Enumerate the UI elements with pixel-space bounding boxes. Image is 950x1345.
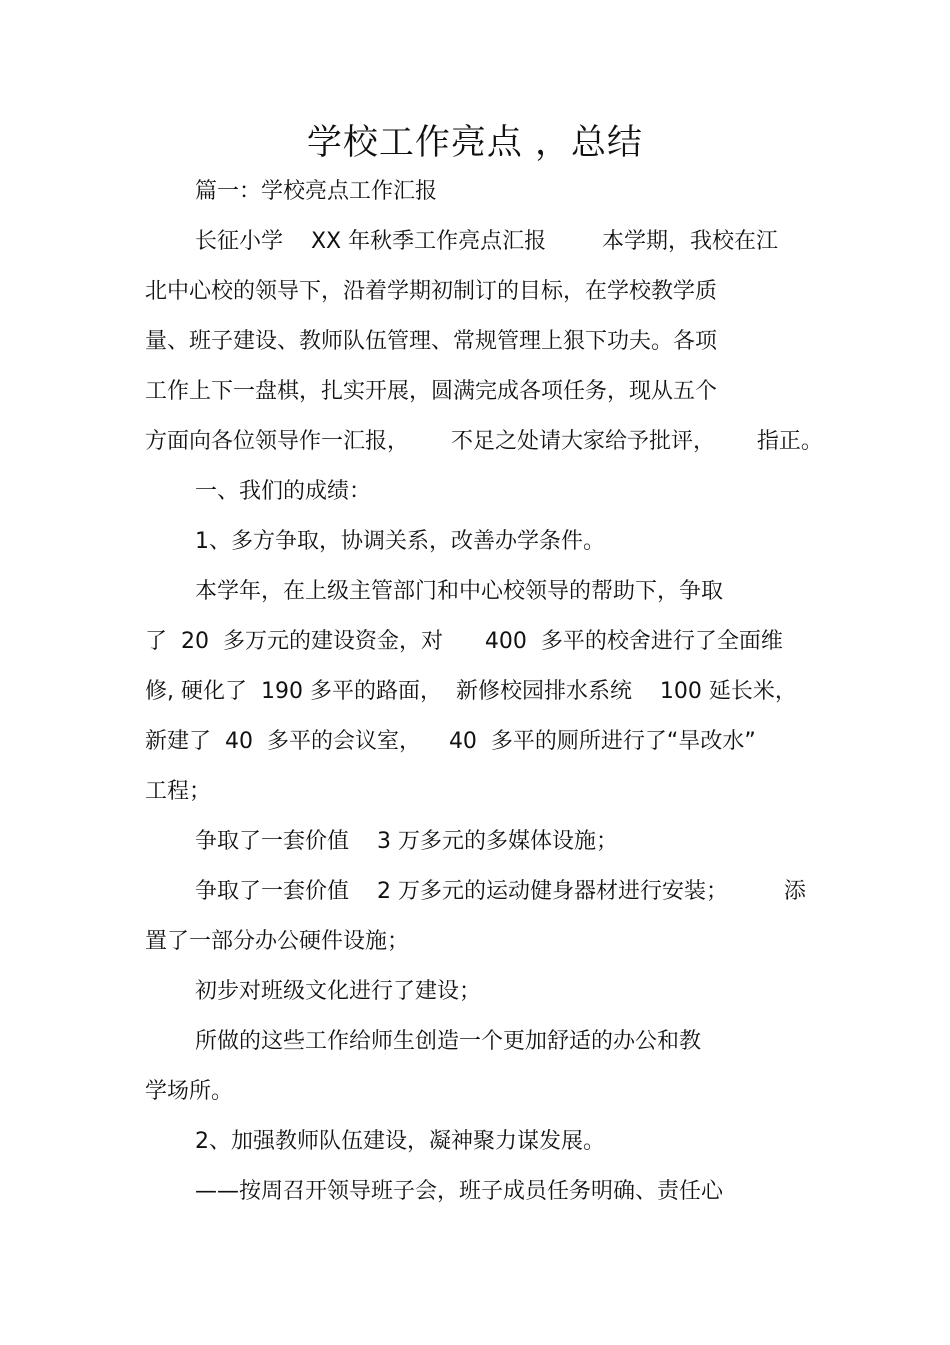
text-line: 置了一部分办公硬件设施；	[145, 929, 410, 954]
text-line: 长征小学 XX 年秋季工作亮点汇报 本学期，我校在江	[195, 229, 779, 254]
text-line: 量、班子建设、教师队伍管理、常规管理上狠下功夫。各项	[145, 329, 718, 354]
text-line: 争取了一套价值 2 万多元的运动健身器材进行安装； 添	[195, 879, 806, 904]
page-title: 学校工作亮点 ，总结	[306, 123, 644, 163]
text-line: 新建了 40 多平的会议室， 40 多平的厕所进行了“旱改水”	[145, 729, 756, 754]
text-line: 修, 硬化了 190 多平的路面， 新修校园排水系统 100 延长米，	[145, 679, 797, 704]
text-line: 学场所。	[145, 1079, 234, 1104]
text-line: 北中心校的领导下，沿着学期初制订的目标，在学校教学质	[145, 279, 718, 304]
text-line: ——按周召开领导班子会，班子成员任务明确、责任心	[195, 1179, 724, 1204]
text-line: 所做的这些工作给师生创造一个更加舒适的办公和教	[195, 1029, 702, 1054]
text-line: 争取了一套价值 3 万多元的多媒体设施；	[195, 829, 618, 854]
text-line: 篇一：学校亮点工作汇报	[195, 179, 438, 204]
text-line: 本学年，在上级主管部门和中心校领导的帮助下，争取	[195, 579, 724, 604]
text-line: 2、加强教师队伍建设，凝神聚力谋发展。	[195, 1129, 605, 1154]
text-line: 工程；	[145, 779, 212, 804]
text-line: 方面向各位领导作一汇报， 不足之处请大家给予批评， 指正。	[145, 429, 823, 454]
text-line: 1、多方争取，协调关系，改善办学条件。	[195, 529, 605, 554]
text-line: 了 20 多万元的建设资金，对 400 多平的校舍进行了全面维	[145, 629, 783, 654]
text-line: 初步对班级文化进行了建设；	[195, 979, 482, 1004]
text-line: 工作上下一盘棋，扎实开展，圆满完成各项任务，现从五个	[145, 379, 718, 404]
text-line: 一、我们的成绩：	[195, 479, 372, 504]
